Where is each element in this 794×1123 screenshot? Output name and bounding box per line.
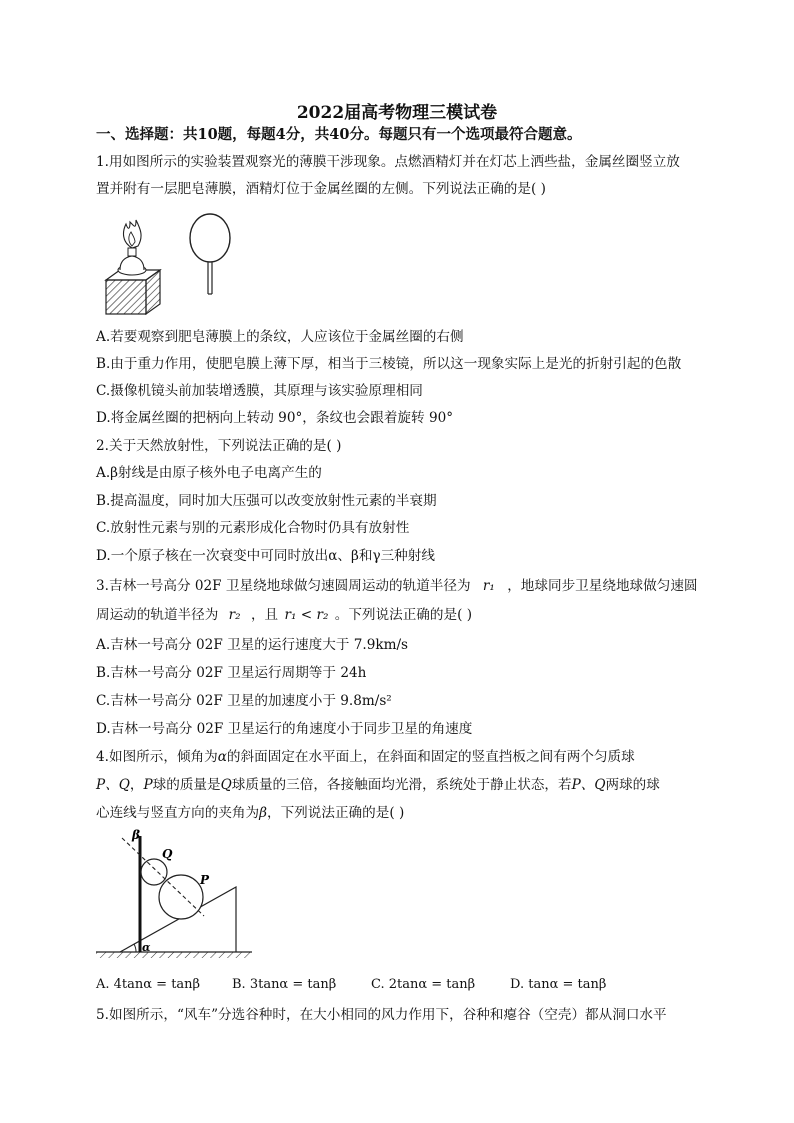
q4-text: 4.如图所示，倾角为 <box>96 749 218 765</box>
q4-stem-line2 <box>96 776 660 794</box>
q3-option-b: B.吉林一号高分 02F 卫星运行周期等于 24h <box>96 665 367 681</box>
q4-stem-line1 <box>96 748 635 766</box>
q4-option-a: A. 4tanα = tanβ <box>96 977 201 992</box>
q4-option-c: C. 2tanα = tanβ <box>371 977 476 992</box>
q3-stem-line2 <box>96 606 472 624</box>
q4-option-b: B. 3tanα = tanβ <box>232 977 337 992</box>
q4-alpha: α <box>217 749 227 765</box>
q4-beta: β <box>259 805 267 821</box>
q3-text: 。下列说法正确的是( ) <box>334 607 473 623</box>
q4-text: 的斜面固定在水平面上，在斜面和固定的竖直挡板之间有两个匀质球 <box>226 749 635 765</box>
q4-P: P <box>143 777 153 793</box>
q3-r2: r₂ <box>228 607 241 623</box>
ground-hatch <box>96 952 252 958</box>
ball-p <box>159 875 203 919</box>
fig-label-p: P <box>200 873 210 887</box>
lamp-stand-block <box>106 270 160 314</box>
q3-text: ，地球同步卫星绕地球做匀速圆 <box>507 578 698 594</box>
section-heading: 一、选择题：共10题，每题4分，共40分。每题只有一个选项最符合题意。 <box>96 126 582 143</box>
q3-option-a: A.吉林一号高分 02F 卫星的运行速度大于 7.9km/s <box>96 637 409 653</box>
q3-r1: r₁ <box>482 578 495 594</box>
q2-option-a: A.β射线是由原子核外电子电离产生的 <box>96 465 322 481</box>
q3-option-c: C.吉林一号高分 02F 卫星的加速度小于 9.8m/s² <box>96 693 392 709</box>
q3-text: 3.吉林一号高分 02F 卫星绕地球做匀速圆周运动的轨道半径为 <box>96 578 471 594</box>
q4-stem-line3 <box>96 804 404 822</box>
alpha-arc <box>134 944 136 952</box>
q2-option-d: D.一个原子核在一次衰变中可同时放出α、β和γ三种射线 <box>96 548 435 564</box>
page-title: 2022届高考物理三模试卷 <box>296 103 498 123</box>
q3-inequality: r₁ < r₂ <box>284 607 329 623</box>
q2-option-b: B.提高温度，同时加大压强可以改变放射性元素的半衰期 <box>96 493 437 509</box>
flame-icon <box>124 220 142 248</box>
q4-text: ， <box>129 777 144 793</box>
q3-text: 周运动的轨道半径为 <box>96 607 219 623</box>
q4-figure-incline-balls <box>96 826 252 960</box>
ball-q <box>141 859 167 885</box>
q4-balls: P、Q <box>96 777 130 793</box>
q2-option-c: C.放射性元素与别的元素形成化合物时仍具有放射性 <box>96 520 410 536</box>
q3-text: ，且 <box>250 607 279 623</box>
fig-label-q: Q <box>162 847 173 861</box>
fig-label-alpha: α <box>142 941 151 954</box>
q1-option-a: A.若要观察到肥皂薄膜上的条纹，人应该位于金属丝圈的右侧 <box>96 329 464 345</box>
q3-stem-line1 <box>96 577 698 595</box>
q1-option-c: C.摄像机镜头前加装增透膜，其原理与该实验原理相同 <box>96 383 423 399</box>
q4-text: 球的质量是 <box>152 777 221 793</box>
fig-label-beta: β <box>132 828 140 842</box>
q4-PQ: P、Q <box>571 777 606 793</box>
wire-loop <box>190 214 230 294</box>
q1-stem-line1: 1.用如图所示的实验装置观察光的薄膜干涉现象。点燃酒精灯并在灯芯上洒些盐，金属丝圈竖立放 <box>96 154 680 170</box>
q2-stem: 2.关于天然放射性，下列说法正确的是( ) <box>96 438 342 454</box>
alcohol-lamp <box>118 248 146 275</box>
q5-stem-line1: 5.如图所示，“风车”分选谷种时，在大小相同的风力作用下，谷种和瘪谷（空壳）都从洞口水平 <box>96 1007 667 1023</box>
q4-option-d: D. tanα = tanβ <box>510 977 607 992</box>
q3-option-d: D.吉林一号高分 02F 卫星运行的角速度小于同步卫星的角速度 <box>96 721 473 737</box>
q4-text: 球质量的三倍，各接触面均光滑，系统处于静止状态，若 <box>231 777 572 793</box>
q4-text: 两球的球 <box>605 777 660 793</box>
q4-Q: Q <box>220 777 232 793</box>
q1-option-d: D.将金属丝圈的把柄向上转动 90°，条纹也会跟着旋转 90° <box>96 410 454 426</box>
q4-text: 心连线与竖直方向的夹角为 <box>96 805 260 821</box>
q1-stem-line2: 置并附有一层肥皂薄膜，酒精灯位于金属丝圈的左侧。下列说法正确的是( ) <box>96 181 546 197</box>
q1-option-b: B.由于重力作用，使肥皂膜上薄下厚，相当于三棱镜，所以这一现象实际上是光的折射引起的色散 <box>96 356 682 372</box>
q4-text: ，下列说法正确的是( ) <box>266 805 405 821</box>
q1-figure-lamp-and-wire-loop <box>98 212 246 320</box>
